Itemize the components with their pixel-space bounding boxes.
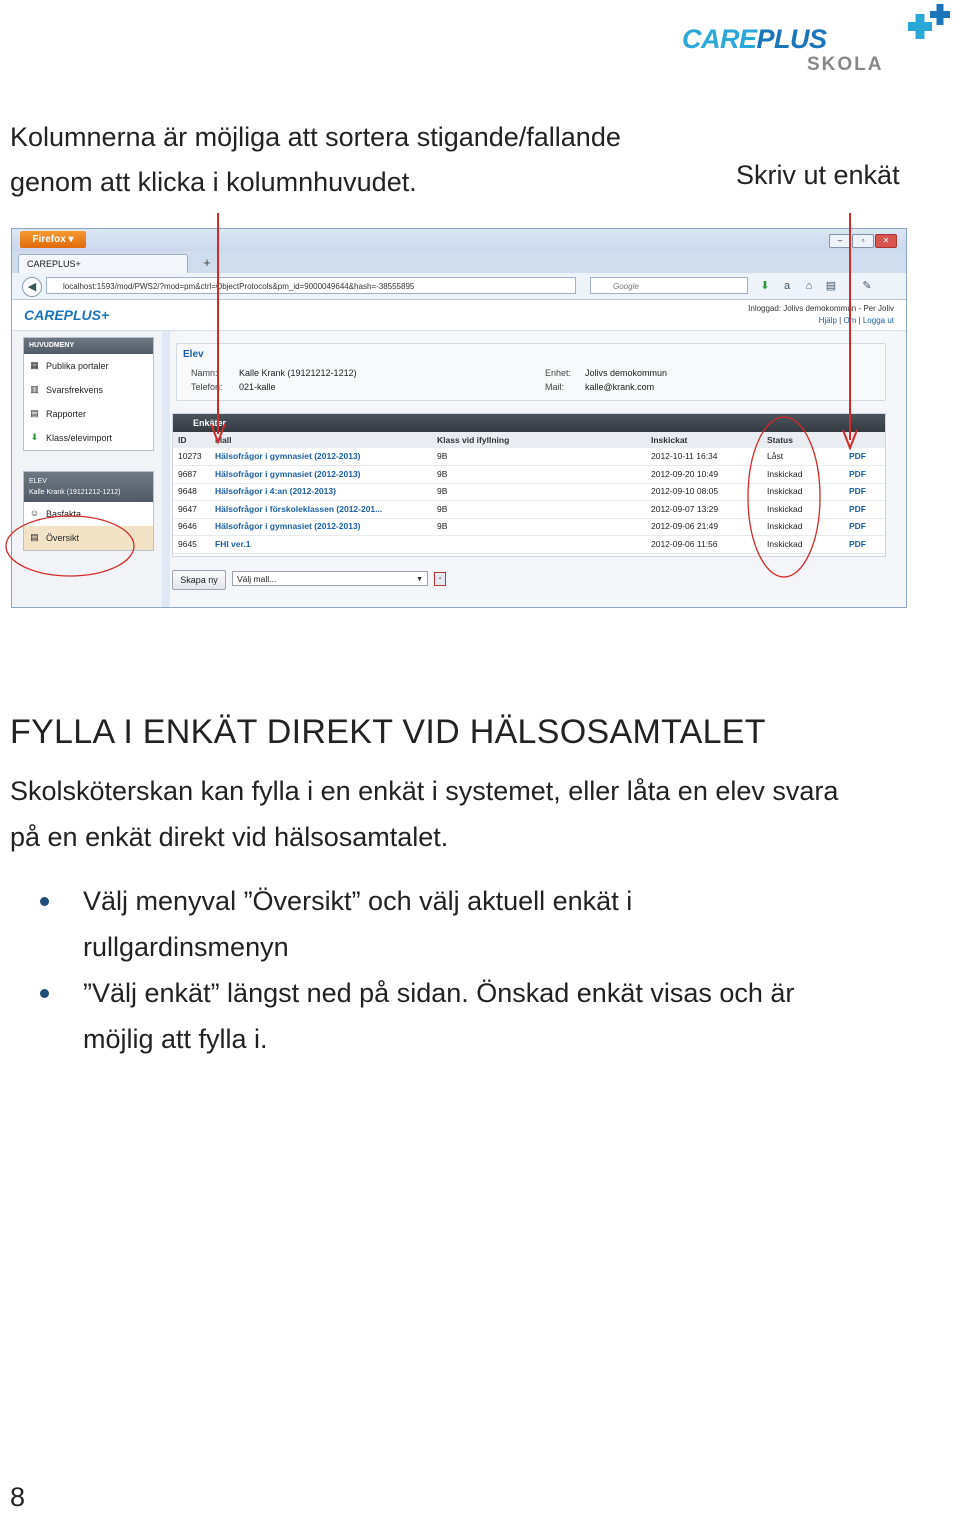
about-link[interactable]: Om <box>843 316 857 325</box>
cell-status: Inskickad <box>767 468 803 479</box>
cell-mall[interactable]: Hälsofrågor i förskoleklassen (2012-201... <box>215 503 383 514</box>
sidebar-item-oversikt[interactable]: ▤ Översikt <box>24 526 153 550</box>
bullet-icon <box>40 989 49 998</box>
table-header <box>173 432 885 448</box>
cell-klass: 9B <box>437 503 448 514</box>
cell-klass: 9B <box>437 468 448 479</box>
cell-klass: 9B <box>437 451 448 461</box>
col-mall[interactable]: Mall <box>215 435 232 445</box>
cell-inskickat: 2012-09-10 08:05 <box>651 486 719 496</box>
cell-inskickat: 2012-09-06 11:56 <box>651 538 718 549</box>
print-annotation: Skriv ut enkät <box>736 160 900 190</box>
col-inskickat[interactable]: Inskickat <box>651 435 688 445</box>
sidebar-item-publika-portaler[interactable]: ▦ Publika portaler <box>30 360 109 371</box>
window-titlebar <box>12 229 906 251</box>
sidebar-item-klass-elevimport[interactable]: ⬇ Klass/elevimport <box>30 432 113 443</box>
navigation-bar <box>12 273 906 300</box>
intro-paragraph: Skolsköterskan kan fylla i en enkät i systemet, eller låta en elev svara på en enkät direkt vid hälsosamtalet. <box>10 776 839 852</box>
import-icon: ⬇ <box>30 432 39 442</box>
instruction-list <box>40 878 920 1062</box>
cell-klass: 9B <box>437 521 448 531</box>
table-row[interactable] <box>173 501 885 519</box>
app-header <box>12 300 906 331</box>
user-icon: ☺ <box>29 508 40 518</box>
enkater-panel <box>172 413 886 557</box>
cell-id: 10273 <box>178 451 202 461</box>
back-arrow-icon[interactable]: ◀ <box>22 277 42 297</box>
help-link[interactable]: Hjälp <box>818 316 837 325</box>
mall-select[interactable]: Välj mall... ▼ <box>232 571 428 586</box>
pdf-link[interactable]: PDF <box>849 451 866 461</box>
table-row[interactable] <box>173 448 885 466</box>
tab-bar <box>12 251 906 273</box>
login-info: Inloggad: Jolivs demokommun - Per Joliv Hjälp | Om | Logga ut <box>748 304 894 325</box>
minimize-icon[interactable]: – <box>829 234 851 248</box>
cell-status: Inskickad <box>767 521 803 531</box>
logo-wordmark: CAREPLUS <box>682 24 827 54</box>
col-klass[interactable]: Klass vid ifyllning <box>437 435 510 445</box>
sidebar <box>12 331 162 607</box>
bookmarks-icon[interactable]: ▤ <box>825 280 837 292</box>
main-menu-title: HUVUDMENY <box>24 338 153 354</box>
col-id[interactable]: ID <box>178 435 187 445</box>
list-item: ”Välj enkät” längst ned på sidan. Önskad enkät visas och är möjlig att fylla i. <box>40 970 920 1062</box>
cell-status: Låst <box>767 451 784 461</box>
pdf-link[interactable]: PDF <box>849 468 866 479</box>
logo-subtitle: SKOLA <box>807 54 884 75</box>
skapa-ny-button[interactable]: Skapa ny <box>172 570 226 590</box>
new-tab-icon[interactable]: + <box>203 255 211 270</box>
cell-status: Inskickad <box>767 538 803 549</box>
cell-id: 9645 <box>178 538 197 549</box>
elev-menu-header: ELEV Kalle Krank (19121212-1212) <box>24 472 153 502</box>
enkater-header: Enkäter <box>173 414 885 432</box>
pdf-link[interactable]: PDF <box>849 503 866 514</box>
cell-inskickat: 2012-10-11 16:34 <box>651 451 718 461</box>
search-input[interactable]: Google <box>590 277 748 294</box>
table-row[interactable] <box>173 483 885 501</box>
report-icon: ▤ <box>30 408 39 418</box>
cell-inskickat: 2012-09-20 10:49 <box>651 468 719 479</box>
pdf-icon[interactable]: ▪ <box>434 572 446 586</box>
list-item: Välj menyval ”Översikt” och välj aktuell enkät i rullgardinsmenyn <box>40 878 920 970</box>
cell-id: 9647 <box>178 503 197 514</box>
cell-mall[interactable]: Hälsofrågor i gymnasiet (2012-2013) <box>215 521 361 531</box>
tools-icon[interactable]: ✎ <box>862 280 872 292</box>
main-content <box>170 331 906 607</box>
address-bar[interactable]: localhost:1593/mod/PWS2/?mod=pm&ctrl=ObjectProtocols&pm_id=9000049644&hash=-38555895 <box>46 277 576 294</box>
cell-mall[interactable]: FHI ver.1 <box>215 538 251 549</box>
sidebar-item-rapporter[interactable]: ▤ Rapporter <box>30 408 87 419</box>
browser-screenshot <box>11 228 907 608</box>
cell-id: 9648 <box>178 486 197 496</box>
page-number: 8 <box>10 1482 26 1512</box>
amazon-icon[interactable]: a <box>783 280 791 292</box>
cell-id: 9687 <box>178 468 197 479</box>
cell-inskickat: 2012-09-07 13:29 <box>651 503 719 514</box>
plus-icon <box>900 4 954 52</box>
portal-icon: ▦ <box>30 360 39 370</box>
table-row[interactable] <box>173 466 885 484</box>
bullet-icon <box>40 897 49 906</box>
section-heading: FYLLA I ENKÄT DIREKT VID HÄLSOSAMTALET <box>10 713 766 751</box>
logout-link[interactable]: Logga ut <box>862 316 894 325</box>
elev-info-panel: Elev Namn: Kalle Krank (19121212-1212) Telefon: 021-kalle Enhet: Jolivs demokommun Mail: kalle@krank.com <box>176 343 886 401</box>
cell-status: Inskickad <box>767 503 803 514</box>
cell-status: Inskickad <box>767 486 803 496</box>
elev-menu <box>23 471 154 551</box>
download-icon[interactable]: ⬇ <box>760 280 770 292</box>
table-row[interactable] <box>173 536 885 554</box>
sidebar-item-svarsfrekvens[interactable]: ▥ Svarsfrekvens <box>30 384 104 395</box>
cell-id: 9646 <box>178 521 197 531</box>
create-bar <box>172 567 884 591</box>
cell-klass: 9B <box>437 486 448 496</box>
sort-annotation: Kolumnerna är möjliga att sortera stigande/fallande genom att klicka i kolumnhuvudet. <box>10 122 621 197</box>
pdf-link[interactable]: PDF <box>849 486 866 496</box>
pdf-link[interactable]: PDF <box>849 538 866 549</box>
pdf-link[interactable]: PDF <box>849 521 866 531</box>
cell-mall[interactable]: Hälsofrågor i gymnasiet (2012-2013) <box>215 468 361 479</box>
col-status[interactable]: Status <box>767 435 793 445</box>
chevron-down-icon: ▼ <box>416 576 423 583</box>
firefox-menu-button[interactable]: Firefox ▾ <box>20 231 86 248</box>
home-icon[interactable]: ⌂ <box>805 280 813 292</box>
sidebar-item-basfakta[interactable]: ☺ Basfakta <box>29 508 82 519</box>
cell-mall[interactable]: Hälsofrågor i gymnasiet (2012-2013) <box>215 451 361 461</box>
table-row[interactable] <box>173 518 885 536</box>
careplus-skola-logo <box>682 4 954 78</box>
maximize-icon[interactable]: ▫ <box>852 234 874 248</box>
overview-icon: ▤ <box>30 532 39 542</box>
chart-icon: ▥ <box>30 384 39 394</box>
main-menu <box>23 337 154 451</box>
browser-tab[interactable]: CAREPLUS+ <box>18 254 188 273</box>
cell-mall[interactable]: Hälsofrågor i 4:an (2012-2013) <box>215 486 336 496</box>
app-logo: CAREPLUS+ <box>24 307 110 323</box>
close-icon[interactable]: ✕ <box>875 234 897 248</box>
cell-inskickat: 2012-09-06 21:49 <box>651 521 719 531</box>
